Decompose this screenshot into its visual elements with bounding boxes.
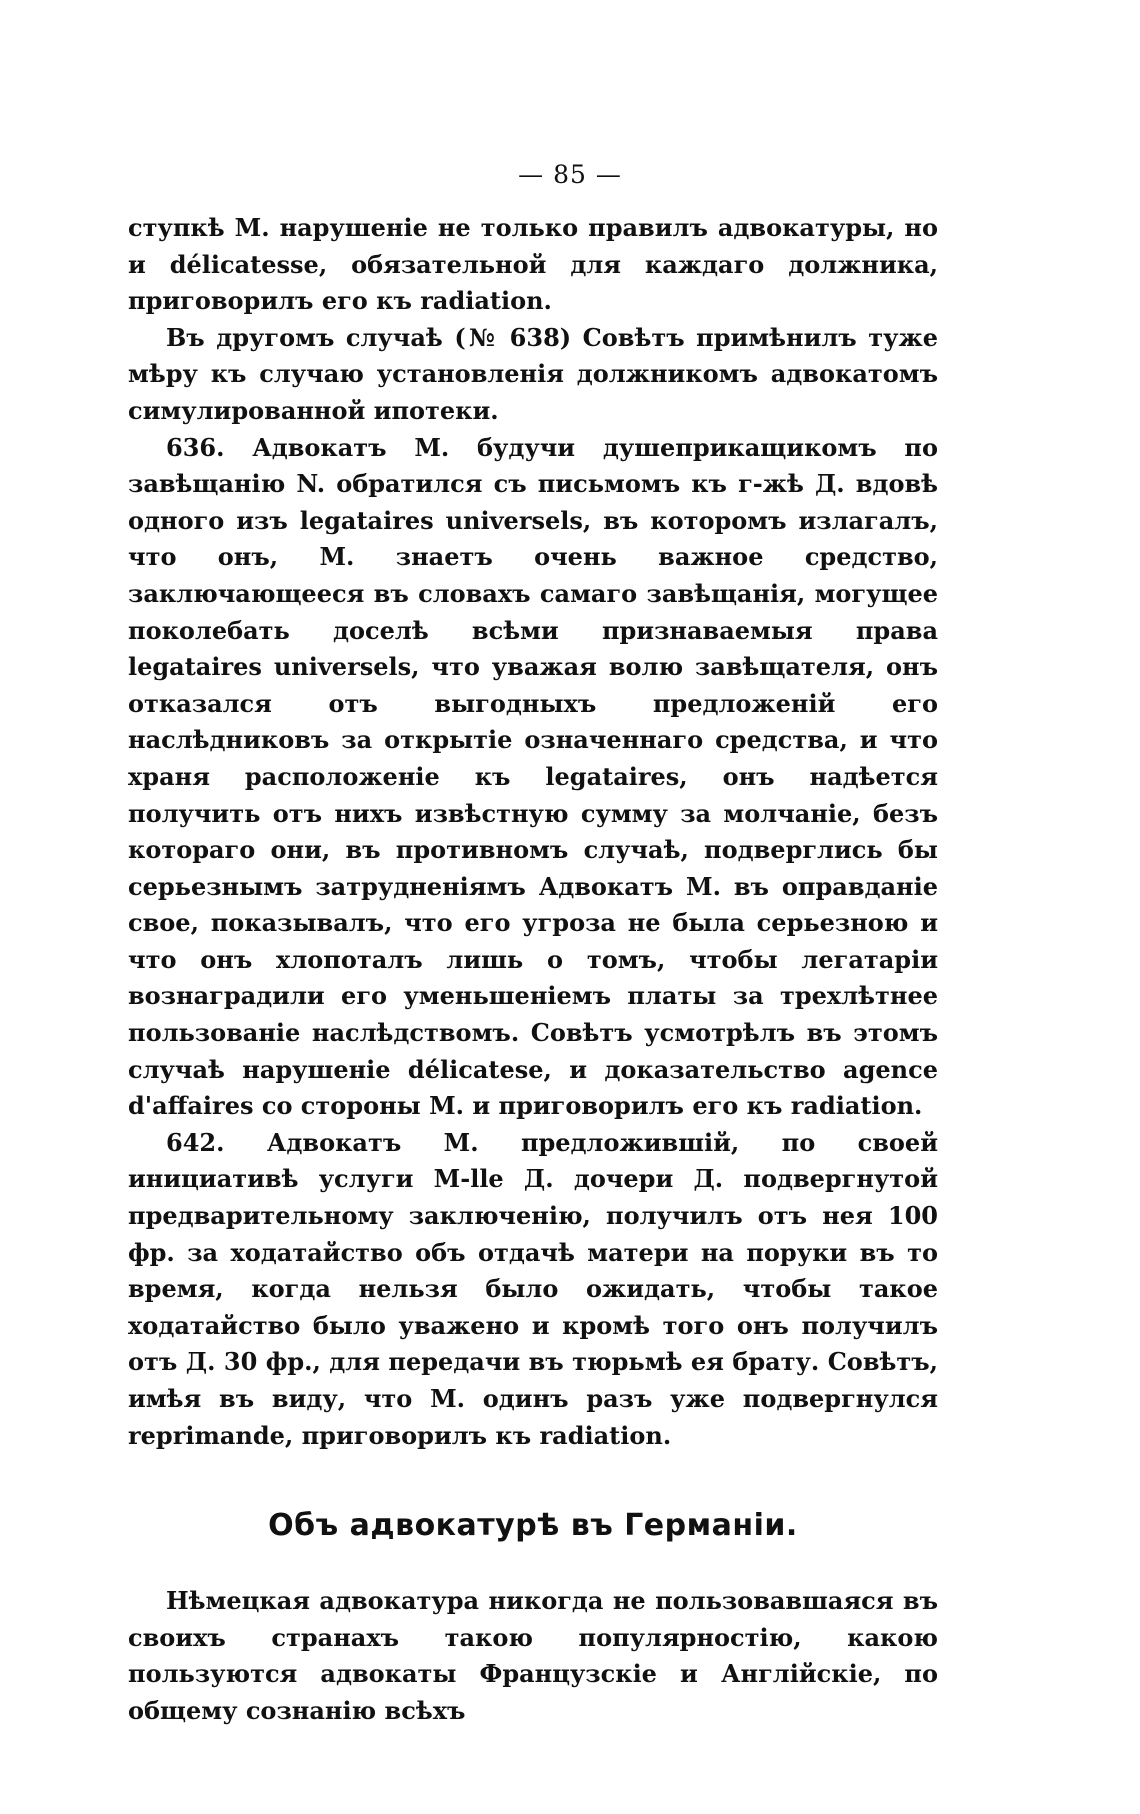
paragraph-continuation: ступкѣ М. нарушеніе не только правилъ адвокатуры, но и délicatesse, обязательной для каждаго должника, приговорилъ его къ radiation. [128,213,938,316]
paragraph-germany: Нѣмецкая адвокатура никогда не пользовавшаяся въ своихъ странахъ такою популярностію, какою пользуются адвокаты Французскіе и Англійскіе, по общему сознанію всѣхъ [128,1586,938,1725]
paragraph-case-642: 642. Адвокатъ М. предложившій, по своей инициативѣ услуги М-lle Д. дочери Д. подвергнутой предварительному заключенію, получилъ отъ нея 100 фр. за ходатайство объ отдачѣ матери на поруки въ то время, когда нельзя было ожидать, чтобы такое ходатайство было уважено и кромѣ того онъ получилъ отъ Д. 30 фр., для передачи въ тюрьмѣ ея брату. Совѣтъ, имѣя въ виду, что М. одинъ разъ уже подвергнулся reprimande, приговорилъ къ radiation. [128,1127,938,1450]
text-column [128,210,938,1730]
paragraph-case-638: Въ другомъ случаѣ (№ 638) Совѣтъ примѣнилъ туже мѣру къ случаю установленія должникомъ адвокатомъ симулированной ипотеки. [128,322,938,425]
page-number: — 85 — [518,160,622,189]
section-heading: Объ адвокатурѣ въ Германіи. [268,1508,798,1544]
paragraph-case-636: 636. Адвокатъ М. будучи душеприкащикомъ по завѣщанію N. обратился съ письмомъ къ г-жѣ Д. вдовѣ одного изъ legataires universels, въ которомъ излагалъ, что онъ, М. знаетъ очень важное средство, заключающееся въ словахъ самаго завѣщанія, могущее поколебать доселѣ всѣми признаваемыя права legataires universels, что уважая волю завѣщателя, онъ отказался отъ выгодныхъ предложеній его наслѣдниковъ за открытіе означеннаго средства, и что храня расположеніе къ legataires, онъ надѣется получить отъ нихъ извѣстную сумму за молчаніе, безъ котораго они, въ противномъ случаѣ, подверглись бы серьезнымъ затрудненіямъ Адвокатъ М. въ оправданіе свое, показывалъ, что его угроза не была серьезною и что онъ хлопоталъ лишь о томъ, чтобы легатаріи вознаградили его уменьшеніемъ платы за трехлѣтнее пользованіе наслѣдствомъ. Совѣтъ усмотрѣлъ въ этомъ случаѣ нарушеніе délicatese, и доказательство agence d'affaires со стороны М. и приговорилъ его къ radiation. [128,432,938,1121]
